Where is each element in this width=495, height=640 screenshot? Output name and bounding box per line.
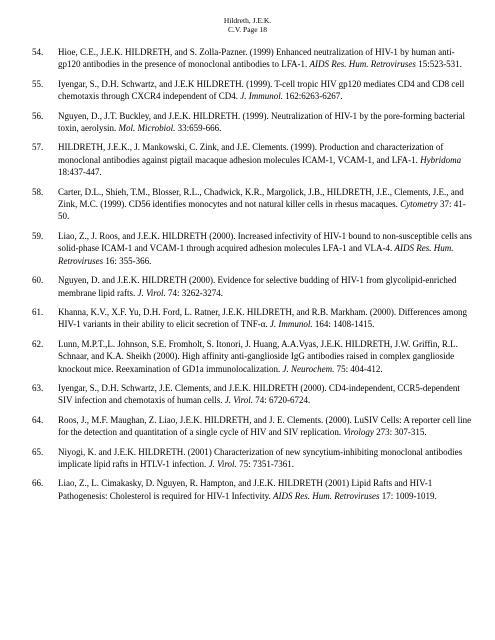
citation-volume: 162:6263-6267. bbox=[282, 91, 343, 102]
journal-name: J. Virol. bbox=[224, 395, 254, 406]
reference-text bbox=[58, 141, 472, 178]
header-name: Hildreth, J.E.K. bbox=[223, 16, 272, 25]
reference-text bbox=[58, 382, 472, 407]
reference-number: 59. bbox=[32, 230, 44, 241]
citation-volume: 18:437-447. bbox=[58, 167, 102, 178]
reference-text bbox=[58, 446, 472, 471]
citation-body: Carter, D.L., Shieh, T.M., Blosser, R.L., Chadwick, K.R., Margolick, J.B., HILDRETH, J.E., Clements, J.E., and Zink, M.C. (1999). CD56 identifies monocytes and not natural killer cells in rhesus macaques. bbox=[58, 186, 464, 210]
reference-text bbox=[58, 110, 472, 135]
citation-body: Niyogi, K. and J.E.K. HILDRETH. (2001) Characterization of new syncytium-inhibiting monoclonal antibodies implicate lipid rafts in HTLV-1 infection. bbox=[58, 446, 463, 469]
reference-item bbox=[32, 274, 472, 299]
reference-number: 54. bbox=[32, 47, 44, 57]
reference-text bbox=[58, 414, 472, 439]
journal-name: J. Virol. bbox=[208, 458, 237, 469]
journal-name: Virology bbox=[343, 427, 374, 438]
citation-volume: 15:523-531. bbox=[415, 59, 462, 70]
citation-volume: 16: 355-366. bbox=[103, 255, 152, 266]
citation-body: Liao, Z., L. Cimakasky, D. Nguyen, R. Hampton, and J.E.K. HILDRETH (2001) Lipid Rafts and HIV-1 Pathogenesis: Cholesterol is required for HIV-1 Infectivity. bbox=[58, 478, 433, 501]
reference-item bbox=[32, 78, 472, 103]
journal-name: J. Immunol. bbox=[240, 91, 283, 102]
citation-body: Khanna, K.V., X.F. Yu, D.H. Ford, L. Ratner, J.E.K. HILDRETH, and R.B. Markham. (2000). Differences among HIV-1 variants in their ability to elicit secretion of TNF-α. bbox=[58, 306, 467, 330]
journal-name: Hybridoma bbox=[420, 154, 462, 165]
reference-item bbox=[32, 414, 472, 439]
reference-number: 66. bbox=[32, 478, 44, 489]
reference-text bbox=[58, 186, 472, 223]
citation-volume: 17: 1009-1019. bbox=[379, 490, 437, 501]
citation-volume: 37: 41-50. bbox=[58, 199, 466, 222]
reference-text bbox=[58, 46, 472, 71]
reference-item bbox=[32, 230, 472, 267]
reference-number: 55. bbox=[32, 78, 44, 89]
page-header bbox=[0, 16, 495, 34]
reference-number: 65. bbox=[32, 446, 44, 457]
reference-number: 58. bbox=[32, 186, 44, 197]
journal-name: AIDS Res. Hum. Retroviruses bbox=[309, 59, 416, 70]
reference-item bbox=[32, 186, 472, 223]
reference-number: 62. bbox=[32, 338, 44, 349]
citation-body: Liao, Z., J. Roos, and J.E.K. HILDRETH (2000). Increased infectivity of HIV-1 bound to non-susceptible cells ans solid-phase ICAM-1 and VCAM-1 through acquired adhesion molecules LFA-1 and VLA-4. bbox=[58, 230, 472, 254]
reference-text bbox=[58, 338, 472, 375]
reference-item bbox=[32, 306, 472, 331]
header-page-number: C.V. Page 18 bbox=[227, 25, 268, 34]
citation-volume: 74: 6720-6724. bbox=[253, 395, 311, 406]
reference-item bbox=[32, 110, 472, 135]
reference-item bbox=[32, 382, 472, 407]
journal-name: AIDS Res. Hum. Retroviruses bbox=[273, 490, 380, 501]
reference-item bbox=[32, 446, 472, 471]
journal-name: Mol. Microbiol. bbox=[118, 123, 176, 134]
citation-body: Nguyen, D., J.T. Buckley, and J.E.K. HILDRETH. (1999). Neutralization of HIV-1 by the pore-forming bacterial toxin, aerolysin. bbox=[58, 110, 466, 134]
reference-item bbox=[32, 46, 472, 71]
citation-body: Lunn, M.P.T.,L. Johnson, S.E. Fromholt, S. Itonori, J. Huang, A.A.Vyas, J.E.K. HILDRETH, J.W. Griffin, R.L. Schnaar, and K.A. Sheikh (2000). High affinity anti-ganglioside IgG antibodies raised in complex ganglioside knockout mice. Reexamination of GD1a immunolocalization. bbox=[58, 338, 458, 374]
citation-volume: 75: 404-412. bbox=[334, 363, 383, 374]
journal-name: J. Virol. bbox=[137, 287, 166, 298]
citation-volume: 164: 1408-1415. bbox=[312, 319, 375, 330]
reference-number: 57. bbox=[32, 142, 44, 153]
reference-text bbox=[58, 306, 472, 331]
reference-list bbox=[32, 46, 472, 509]
reference-text bbox=[58, 78, 472, 103]
citation-body: Iyengar, S., D.H. Schwartz, J.E. Clements, and J.E.K. HILDRETH (2000). CD4-independent, CCR5-dependent SIV infection and chemotaxis of human cells. bbox=[58, 382, 460, 406]
reference-item bbox=[32, 338, 472, 375]
reference-item bbox=[32, 141, 472, 178]
reference-text bbox=[58, 477, 472, 502]
journal-name: J. Immunol. bbox=[269, 319, 313, 330]
journal-name: Cytometry bbox=[400, 199, 438, 210]
citation-volume: 74: 3262-3274. bbox=[165, 287, 223, 298]
reference-text bbox=[58, 274, 472, 299]
reference-number: 64. bbox=[32, 414, 44, 425]
citation-body: Nguyen, D. and J.E.K. HILDRETH (2000). Evidence for selective budding of HIV-1 from glycolipid-enriched membrane lipid rafts. bbox=[58, 275, 457, 298]
citation-body: Roos, J., M.F. Maughan, Z. Liao, J.E.K. HILDRETH, and J. E. Clements. (2000). LuSIV Cells: A reporter cell line for the detection and quantitation of a single cycle of HIV and SIV replication. bbox=[58, 414, 472, 438]
citation-body: HILDRETH, J.E.K., J. Mankowski, C. Zink, and J.E. Clements. (1999). Production and characterization of monoclonal antibodies against pigtail macaque adhesion molecules ICAM-1, VCAM-1, and LFA-1. bbox=[58, 142, 444, 165]
citation-volume: 273: 307-315. bbox=[373, 427, 427, 438]
reference-text bbox=[58, 230, 472, 267]
reference-number: 63. bbox=[32, 382, 44, 393]
journal-name: J. Neurochem. bbox=[282, 363, 335, 374]
reference-number: 61. bbox=[32, 306, 44, 317]
journal-name: AIDS Res. Hum. Retroviruses bbox=[58, 243, 454, 266]
citation-body: Iyengar, S., D.H. Schwartz, and J.E.K HILDRETH. (1999). T-cell tropic HIV gp120 mediates CD4 and CD8 cell chemotaxis through CXCR4 independent of CD4. bbox=[58, 78, 465, 102]
citation-body: Hioe, C.E., J.E.K. HILDRETH, and S. Zolla-Pazner. (1999) Enhanced neutralization of HIV-1 by human anti-gp120 antibodies in the presence of monoclonal antibodies to LFA-1. bbox=[58, 47, 455, 70]
citation-volume: 75: 7351-7361. bbox=[236, 458, 295, 469]
reference-item bbox=[32, 477, 472, 502]
reference-number: 56. bbox=[32, 110, 44, 121]
reference-number: 60. bbox=[32, 275, 44, 286]
citation-volume: 33:659-666. bbox=[175, 123, 222, 134]
